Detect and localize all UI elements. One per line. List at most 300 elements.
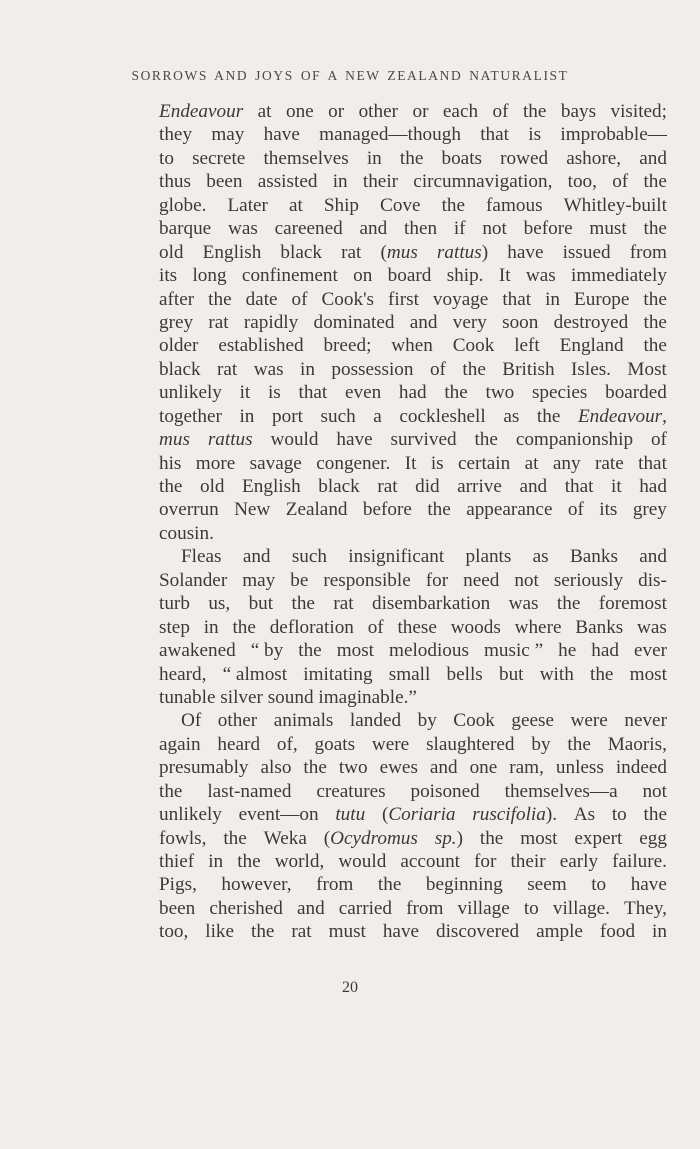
word: where — [514, 616, 562, 638]
word: the — [643, 335, 667, 357]
word: certain — [458, 452, 511, 474]
word: was — [508, 593, 539, 615]
word: did — [415, 476, 440, 497]
word: the — [250, 921, 275, 943]
word: at — [257, 101, 272, 122]
word: of — [612, 171, 629, 193]
word: thus — [159, 171, 191, 193]
word: immediately — [571, 265, 667, 287]
word: cockleshell — [399, 405, 486, 427]
body-text — [159, 100, 667, 944]
word: issued — [562, 241, 611, 263]
text-line — [159, 452, 667, 475]
word: themselves — [263, 147, 349, 169]
text-line — [159, 686, 667, 709]
word: as — [503, 405, 520, 427]
word: confinement — [241, 265, 338, 287]
word: soon — [502, 311, 539, 333]
text-line — [159, 264, 667, 287]
word: the — [643, 311, 667, 333]
word: two — [338, 757, 368, 779]
word: Whitley-built — [563, 194, 667, 216]
text-line — [159, 569, 667, 592]
word: in — [652, 921, 667, 943]
word: established — [218, 335, 304, 357]
word: that — [298, 382, 328, 404]
word: in — [300, 358, 315, 380]
word: they — [159, 124, 193, 146]
word: its — [599, 499, 618, 521]
word: together — [159, 405, 222, 427]
word: arrive — [457, 476, 502, 497]
word: long — [192, 265, 227, 287]
word: for — [474, 851, 497, 872]
word: had — [639, 476, 667, 497]
word: such — [320, 405, 356, 427]
word: ruscifolia). — [472, 804, 558, 826]
word: overrun — [159, 499, 219, 521]
word: discovered — [436, 921, 520, 943]
word: imitating — [303, 663, 373, 685]
word: must — [589, 218, 627, 240]
word: at — [524, 452, 539, 474]
word: the — [462, 358, 486, 380]
word: savage — [249, 452, 302, 474]
word: bells — [446, 663, 483, 685]
word: the — [536, 405, 561, 427]
text-line — [159, 475, 667, 498]
word: in — [332, 171, 348, 193]
text-line — [159, 381, 667, 404]
word: It — [498, 265, 511, 287]
word: black — [159, 358, 201, 380]
text-line — [159, 803, 667, 826]
word: slaughtered — [426, 733, 515, 755]
word: the — [291, 593, 315, 615]
word: one — [285, 101, 314, 122]
word: Cook — [453, 710, 495, 732]
word: of — [567, 499, 584, 521]
word: thief — [159, 851, 195, 872]
word: rat — [208, 311, 229, 333]
word: may — [242, 569, 276, 591]
text-line — [159, 405, 667, 428]
word: not — [642, 780, 667, 802]
text-line — [159, 147, 667, 170]
word: other — [358, 101, 399, 122]
word: Most — [627, 358, 667, 380]
word: failure. — [612, 851, 667, 872]
word: the — [159, 476, 183, 497]
word: the — [303, 757, 327, 779]
word: and — [242, 546, 271, 568]
word: ashore, — [566, 147, 622, 169]
word: before — [523, 218, 573, 240]
word: barque — [159, 218, 212, 240]
text-line — [159, 592, 667, 615]
word: that — [480, 124, 509, 146]
word: of, — [276, 733, 298, 755]
word: it — [239, 382, 251, 404]
text-line — [159, 873, 667, 896]
word: port — [272, 405, 303, 427]
word: as — [532, 546, 549, 568]
text-line — [159, 217, 667, 240]
word: when — [391, 335, 433, 357]
word: left — [514, 335, 540, 357]
word: and — [519, 476, 548, 497]
word: the — [590, 663, 614, 685]
word: with — [539, 663, 574, 685]
word: were — [570, 710, 608, 732]
word: old — [159, 241, 184, 263]
word: the — [556, 593, 581, 615]
word: and — [429, 757, 458, 779]
word: the — [377, 874, 402, 896]
word: first — [388, 288, 419, 310]
word: is — [528, 124, 542, 146]
word: rat — [377, 476, 398, 497]
text-line — [159, 288, 667, 311]
word: animals — [273, 710, 334, 732]
text-line — [159, 241, 667, 264]
text-line — [159, 334, 667, 357]
word: very — [452, 311, 487, 333]
word: improbable— — [560, 124, 667, 146]
word: secrete — [192, 147, 246, 169]
word: the — [208, 288, 232, 310]
word: account — [400, 851, 460, 872]
word: unlikely — [159, 804, 222, 826]
word: us, — [208, 593, 231, 615]
word: Later — [227, 194, 268, 216]
word: Pigs, — [159, 874, 197, 896]
word: be — [290, 569, 309, 591]
text-line — [159, 428, 667, 451]
word: Isles. — [571, 358, 611, 380]
text-line — [159, 733, 667, 756]
word: beginning — [425, 874, 503, 896]
word: unlikely — [159, 382, 222, 404]
word: (Coriaria — [381, 804, 456, 826]
word: tutu — [335, 804, 366, 826]
text-line — [159, 663, 667, 686]
word: would — [270, 429, 319, 451]
word: is — [267, 382, 281, 404]
word: As — [573, 804, 596, 826]
word: the — [643, 288, 667, 310]
text-line — [159, 545, 667, 568]
word: geese — [511, 710, 555, 732]
word: then — [404, 218, 438, 240]
word: older — [159, 335, 199, 357]
word: Cook — [452, 335, 495, 357]
word: their — [510, 851, 546, 872]
word: such — [291, 546, 327, 568]
word: creatures — [316, 780, 386, 802]
word: and — [296, 897, 325, 919]
word: not — [514, 569, 539, 591]
word: early — [559, 851, 599, 872]
word: (Ocydromus — [323, 827, 418, 849]
word: Banks — [575, 616, 624, 638]
word: English — [202, 241, 262, 263]
word: grey — [632, 499, 667, 521]
word: would — [338, 851, 387, 872]
word: possession — [331, 358, 414, 380]
word: rate — [594, 452, 624, 474]
word: Maoris, — [607, 733, 667, 755]
text-line — [159, 498, 667, 521]
word: They, — [623, 897, 667, 919]
word: on — [353, 265, 373, 287]
word: and — [409, 311, 438, 333]
word: was — [227, 218, 258, 240]
word: the — [232, 616, 256, 638]
word: by — [417, 710, 437, 732]
word: ewes — [379, 757, 418, 779]
word: cherished — [209, 897, 283, 919]
text-line — [159, 358, 667, 381]
word: had — [398, 382, 427, 404]
word: and — [639, 147, 667, 169]
word: careened — [274, 218, 343, 240]
word: Ship — [323, 194, 360, 216]
word: Of — [181, 710, 202, 732]
text-line — [159, 850, 667, 873]
word: visited; — [610, 101, 667, 122]
word: sp.) — [434, 827, 463, 849]
word: is — [430, 452, 444, 474]
word: each — [442, 101, 479, 122]
word: of — [367, 616, 384, 638]
word: was — [637, 616, 667, 638]
word: he — [558, 640, 577, 662]
word: in — [545, 288, 561, 310]
word: heard, — [159, 663, 207, 685]
word: expert — [574, 827, 623, 849]
word: “ almost — [222, 663, 288, 685]
word: famous — [486, 194, 543, 216]
text-line — [159, 194, 667, 217]
word: too, — [567, 171, 597, 193]
word: Solander — [159, 569, 228, 591]
word: to — [523, 897, 539, 919]
word: for — [425, 569, 449, 591]
word: rat — [291, 921, 312, 943]
word: Europe — [574, 288, 630, 310]
word: responsible — [323, 569, 411, 591]
word: mus — [159, 429, 190, 451]
word: most — [629, 663, 667, 685]
text-line — [159, 123, 667, 146]
word: the — [474, 429, 498, 451]
word: unless — [555, 757, 604, 779]
word: the — [237, 851, 261, 872]
word: seriously — [553, 569, 624, 591]
word: cousin. — [159, 522, 214, 544]
word: had — [591, 640, 619, 662]
word: the — [223, 827, 247, 849]
word: the — [298, 640, 322, 662]
word: Fleas — [181, 546, 222, 568]
word: rowed — [500, 147, 549, 169]
word: grey — [159, 311, 194, 333]
word: rattus — [207, 429, 253, 451]
word: fowls, — [159, 827, 207, 849]
word: circumnavigation, — [413, 171, 553, 193]
word: its — [159, 265, 178, 287]
text-line — [159, 897, 667, 920]
word: in — [366, 147, 382, 169]
word: most — [520, 827, 558, 849]
text-line — [159, 709, 667, 732]
word: have — [630, 874, 667, 896]
word: dis- — [638, 569, 667, 591]
word: to — [159, 147, 174, 169]
word: Weka — [263, 827, 307, 849]
word: have — [507, 241, 544, 263]
text-line — [159, 311, 667, 334]
word: have — [336, 429, 373, 451]
word: survived — [390, 429, 457, 451]
word: globe. — [159, 194, 207, 216]
word: from — [629, 241, 667, 263]
word: rapidly — [243, 311, 299, 333]
word: boarded — [605, 382, 667, 404]
word: or — [328, 101, 345, 122]
word: the — [643, 171, 667, 193]
word: carried — [338, 897, 393, 919]
word: the — [399, 147, 424, 169]
word: more — [195, 452, 236, 474]
word: silver — [220, 686, 263, 708]
word: ram, — [509, 757, 544, 779]
word: assisted — [257, 171, 318, 193]
text-line — [159, 616, 667, 639]
word: voyage — [432, 288, 489, 310]
word: a — [373, 405, 382, 427]
word: two — [485, 382, 515, 404]
word: have — [263, 124, 300, 146]
word: Cook's — [321, 288, 375, 310]
word: black — [318, 476, 360, 497]
word: species — [531, 382, 588, 404]
word: woods — [450, 616, 501, 638]
word: New — [234, 499, 271, 521]
word: heard — [217, 733, 261, 755]
text-line — [159, 100, 667, 123]
word: been — [206, 171, 243, 193]
word: ship. — [446, 265, 484, 287]
text-line — [159, 170, 667, 193]
word: rat — [341, 241, 362, 263]
word: in — [239, 405, 255, 427]
word: one — [469, 757, 498, 779]
word: of — [429, 358, 446, 380]
word: melodious — [389, 640, 469, 662]
word: ever — [633, 640, 667, 662]
word: themselves—a — [504, 780, 618, 802]
word: if — [453, 218, 466, 240]
word: the — [522, 101, 547, 122]
word: not — [482, 218, 507, 240]
word: world, — [274, 851, 325, 872]
word: sound — [267, 686, 314, 708]
word: Banks — [569, 546, 618, 568]
word: too, — [159, 921, 189, 943]
word: step — [159, 616, 190, 638]
word: imaginable.” — [318, 686, 417, 708]
word: (mus — [380, 241, 418, 263]
word: turb — [159, 593, 190, 615]
word: even — [344, 382, 382, 404]
word: and — [359, 218, 388, 240]
word: but — [248, 593, 274, 615]
word: these — [397, 616, 437, 638]
word: small — [388, 663, 431, 685]
word: event—on — [238, 804, 319, 826]
word: most — [336, 640, 375, 662]
word: date — [245, 288, 278, 310]
word: Endeavour — [159, 101, 244, 122]
page-number: 20 — [342, 979, 358, 996]
word: the — [479, 827, 504, 849]
word: other — [217, 710, 258, 732]
word: old — [199, 476, 225, 497]
word: ample — [536, 921, 583, 943]
word: egg — [639, 827, 667, 849]
word: by — [531, 733, 551, 755]
word: at — [288, 194, 303, 216]
word: congener. — [316, 452, 391, 474]
word: of — [650, 429, 667, 451]
word: plants — [465, 546, 512, 568]
word: rat — [217, 358, 238, 380]
word: foremost — [598, 593, 667, 615]
word: and — [639, 546, 667, 568]
word: it — [611, 476, 622, 497]
word: breed; — [323, 335, 372, 357]
word: music ” — [483, 640, 544, 662]
word: his — [159, 452, 182, 474]
word: like — [205, 921, 235, 943]
word: to — [591, 874, 607, 896]
word: appearance — [466, 499, 553, 521]
word: board — [387, 265, 432, 287]
word: British — [502, 358, 555, 380]
word: in — [208, 851, 224, 872]
word: companionship — [515, 429, 634, 451]
word: black — [280, 241, 322, 263]
word: presumably — [159, 757, 249, 779]
word: awakened — [159, 640, 236, 662]
word: their — [362, 171, 399, 193]
word: the — [441, 194, 466, 216]
word: been — [159, 897, 196, 919]
word: were — [371, 733, 410, 755]
word: Zealand — [285, 499, 348, 521]
word: was — [525, 265, 556, 287]
word: the — [567, 733, 591, 755]
word: indeed — [615, 757, 667, 779]
word: need — [463, 569, 500, 591]
word: or — [412, 101, 429, 122]
word: food — [599, 921, 636, 943]
word: of — [291, 288, 308, 310]
word: goats — [314, 733, 356, 755]
word: England — [559, 335, 624, 357]
